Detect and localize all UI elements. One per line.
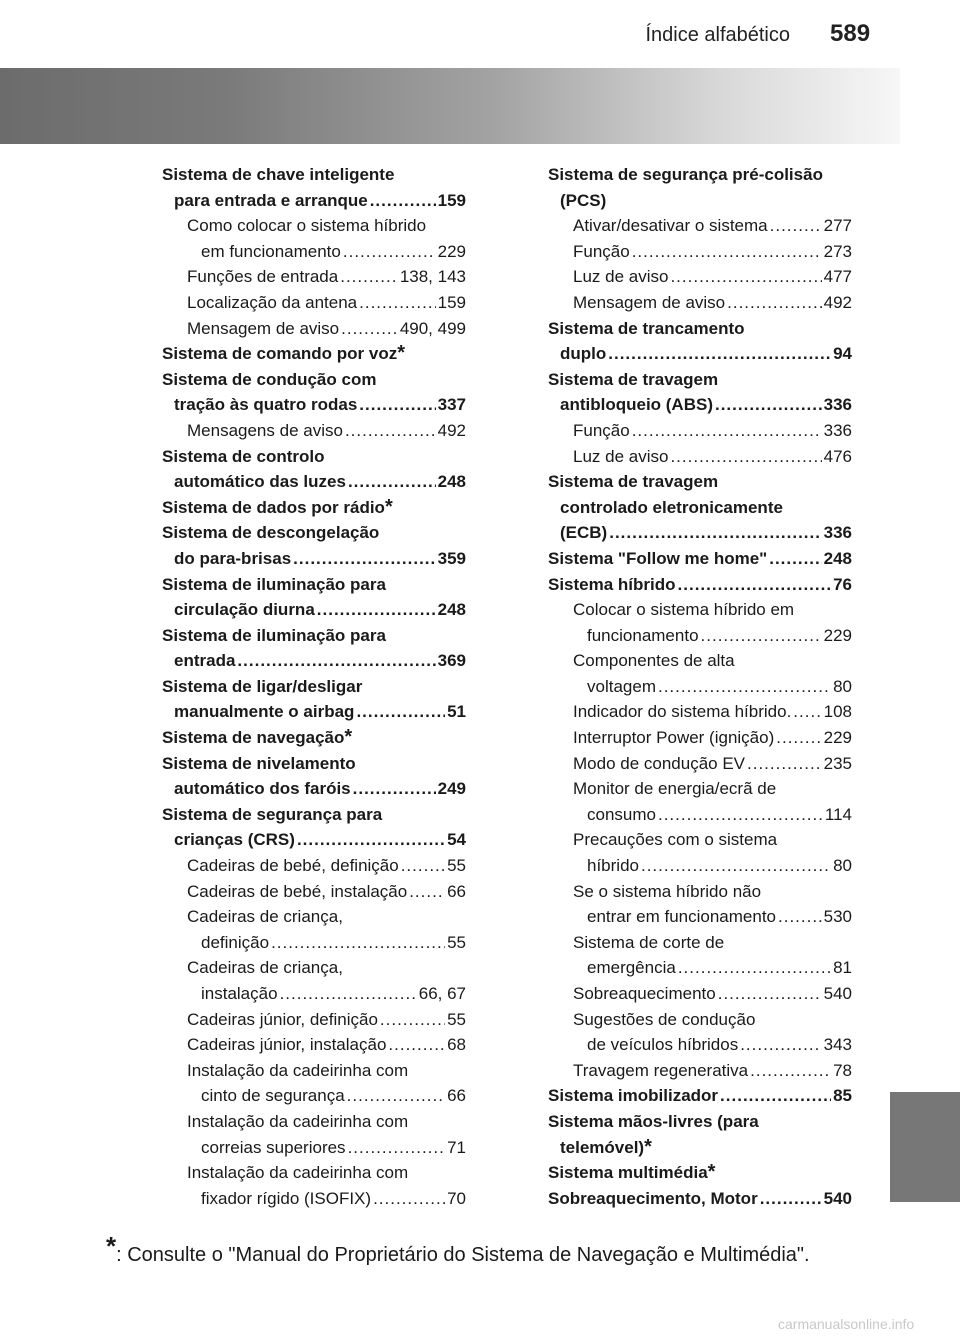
page-reference[interactable]: 80: [833, 676, 852, 696]
page-reference[interactable]: 248: [823, 548, 852, 568]
entry-text: emergência: [587, 958, 676, 978]
entry-text: Sistema de descongelação: [162, 523, 380, 543]
index-entry: [162, 520, 466, 546]
entry-text: circulação diurna: [174, 600, 315, 620]
index-entry: Sistema multimédia *: [548, 1160, 852, 1186]
entry-text: Sistema multimédia: [548, 1163, 708, 1183]
dot-leader: [359, 290, 435, 316]
dot-leader: [293, 546, 435, 572]
entry-text: manualmente o airbag: [174, 702, 355, 722]
dot-leader: [370, 188, 436, 214]
entry-text: Cadeiras de bebé, definição: [187, 856, 399, 876]
index-entry: [548, 725, 852, 751]
entry-text: fixador rígido (ISOFIX): [201, 1188, 372, 1208]
dot-leader: [380, 1007, 445, 1033]
dot-leader: [718, 981, 822, 1007]
entry-text: Precauções com o sistema: [573, 830, 778, 850]
page-reference[interactable]: 540: [823, 1188, 852, 1208]
entry-text: Ativar/desativar o sistema: [573, 216, 768, 236]
page-reference[interactable]: 490, 499: [399, 318, 466, 338]
page-reference[interactable]: 229: [823, 625, 852, 645]
footnote-marker: *: [106, 1231, 117, 1261]
index-entry: [162, 418, 466, 444]
page-reference[interactable]: 336: [823, 523, 852, 543]
entry-text: entrar em funcionamento: [587, 907, 776, 927]
entry-text: Colocar o sistema híbrido em: [573, 600, 795, 620]
entry-text: Mensagens de aviso: [187, 420, 343, 440]
page-reference[interactable]: 66: [447, 881, 466, 901]
dot-leader: [658, 802, 823, 828]
entry-text: híbrido: [587, 856, 639, 876]
entry-text: Função: [573, 241, 630, 261]
dot-leader: [340, 264, 398, 290]
entry-text: consumo: [587, 804, 656, 824]
entry-text: Sistema de travagem: [548, 369, 719, 389]
entry-text: Cadeiras júnior, instalação: [187, 1035, 387, 1055]
index-entry: [548, 188, 852, 214]
entry-text: Interruptor Power (ignição): [573, 728, 775, 748]
page-reference[interactable]: 273: [823, 241, 852, 261]
index-entry: [162, 264, 466, 290]
entry-text: Componentes de alta: [573, 651, 735, 671]
index-entry: Sistema de comando por voz *: [162, 341, 466, 367]
page-reference[interactable]: 54: [447, 830, 466, 850]
entry-text: Sugestões de condução: [573, 1009, 756, 1029]
page-reference[interactable]: 249: [437, 779, 466, 799]
page-reference[interactable]: 476: [823, 446, 852, 466]
dot-leader: [280, 981, 417, 1007]
dot-leader: [760, 1186, 822, 1212]
dot-leader: [770, 213, 822, 239]
page-reference[interactable]: 108: [823, 702, 852, 722]
entry-text: Se o sistema híbrido não: [573, 881, 762, 901]
entry-text: (ECB): [560, 523, 608, 543]
index-entry: [548, 444, 852, 470]
entry-text: Sistema de condução com: [162, 369, 377, 389]
page-reference[interactable]: 55: [447, 856, 466, 876]
index-entry: [162, 776, 466, 802]
entry-text: Sistema de nivelamento: [162, 753, 356, 773]
entry-text: Sistema de navegação: [162, 728, 345, 748]
dot-leader: [776, 725, 821, 751]
page-reference[interactable]: 138, 143: [399, 267, 466, 287]
entry-text: Função: [573, 420, 630, 440]
entry-text: Sistema de trancamento: [548, 318, 745, 338]
page-reference[interactable]: 71: [447, 1137, 466, 1157]
page-reference[interactable]: 66, 67: [418, 984, 466, 1003]
entry-text: Instalação da cadeirinha com: [187, 1163, 409, 1183]
entry-text: Cadeiras júnior, definição: [187, 1009, 378, 1029]
page-reference[interactable]: 492: [437, 420, 466, 440]
entry-text: Mensagem de aviso: [573, 292, 726, 312]
page-reference[interactable]: 51: [447, 702, 466, 722]
dot-leader: [632, 239, 822, 265]
entry-text: Sistema de controlo: [162, 446, 325, 466]
index-entry: [548, 879, 852, 905]
entry-text: Sistema de travagem: [548, 472, 719, 492]
dot-leader: [271, 930, 445, 956]
entry-text: Sistema de chave inteligente: [162, 165, 395, 184]
index-entry: [162, 827, 466, 853]
index-entry: [162, 597, 466, 623]
entry-text: definição: [201, 932, 270, 952]
index-entry: [548, 495, 852, 521]
entry-text: Sistema de corte de: [573, 932, 725, 952]
entry-text: Travagem regenerativa: [573, 1060, 749, 1080]
page-reference[interactable]: 159: [437, 292, 466, 312]
index-entry: [162, 981, 466, 1007]
dot-leader: [297, 827, 445, 853]
entry-text: Sistema de iluminação para: [162, 574, 386, 594]
page-reference[interactable]: 80: [833, 856, 852, 876]
entry-text: Sistema mãos-livres (para: [548, 1111, 759, 1131]
index-entry: [548, 1032, 852, 1058]
index-column-right: [548, 162, 852, 1211]
dot-leader: [237, 648, 435, 674]
page-reference[interactable]: 94: [833, 344, 852, 364]
entry-text: funcionamento: [587, 625, 699, 645]
section-title: Índice alfabético: [645, 24, 790, 46]
index-entry: [162, 1058, 466, 1084]
entry-text: controlado eletronicamente: [560, 497, 783, 517]
page-reference[interactable]: 55: [447, 1009, 466, 1029]
entry-text: antibloqueio (ABS): [560, 395, 713, 415]
entry-text: entrada: [174, 651, 236, 671]
page-reference[interactable]: 76: [833, 574, 852, 594]
index-entry: [162, 162, 466, 188]
page-reference[interactable]: 359: [437, 548, 466, 568]
index-entry: [162, 546, 466, 572]
index-entry: telemóvel) *: [548, 1135, 852, 1161]
index-entry: [162, 879, 466, 905]
entry-text: Sistema híbrido: [548, 574, 676, 594]
page-reference[interactable]: 343: [823, 1035, 852, 1055]
dot-leader: [715, 392, 822, 418]
index-entry: [548, 264, 852, 290]
page-reference[interactable]: 277: [823, 216, 852, 236]
index-entry: [162, 392, 466, 418]
index-entry: [548, 648, 852, 674]
index-entry: [162, 444, 466, 470]
index-entry: [162, 1186, 466, 1212]
entry-text: Sistema de dados por rádio: [162, 497, 385, 517]
page-reference[interactable]: 114: [824, 804, 852, 824]
entry-text: Modo de condução EV: [573, 753, 746, 773]
index-entry: [162, 469, 466, 495]
index-entry: [162, 1109, 466, 1135]
entry-text: Sistema imobilizador: [548, 1086, 719, 1106]
page-reference[interactable]: 248: [437, 600, 466, 620]
index-column-left: [162, 162, 466, 1211]
page-reference[interactable]: 229: [823, 728, 852, 748]
index-entry: [162, 674, 466, 700]
dot-leader: [670, 264, 821, 290]
page-reference[interactable]: 78: [833, 1060, 852, 1080]
entry-text: Sistema de ligar/desligar: [162, 676, 363, 696]
index-entry: [548, 1007, 852, 1033]
dot-leader: [343, 239, 436, 265]
entry-text: Sistema de segurança pré-colisão: [548, 165, 823, 184]
dot-leader: [678, 955, 831, 981]
dot-leader: [348, 1135, 446, 1161]
index-entry: [548, 1058, 852, 1084]
entry-text: instalação: [201, 984, 278, 1003]
footnote: [106, 1231, 866, 1267]
index-entry: [548, 623, 852, 649]
index-entry: [162, 699, 466, 725]
dot-leader: [670, 444, 821, 470]
index-entry: [548, 1186, 852, 1212]
dot-leader: [641, 853, 831, 879]
index-entry: [162, 802, 466, 828]
index-entry: [548, 853, 852, 879]
index-entry: [548, 674, 852, 700]
index-entry: [162, 213, 466, 239]
entry-text: Luz de aviso: [573, 446, 669, 466]
index-entry: [162, 572, 466, 598]
section-thumb-tab: [890, 1092, 960, 1202]
dot-leader: [341, 316, 398, 342]
entry-text: Sistema de comando por voz: [162, 344, 398, 364]
entry-text: crianças (CRS): [174, 830, 295, 850]
index-entry: [548, 981, 852, 1007]
entry-text: para entrada e arranque: [174, 190, 368, 210]
dot-leader: [388, 1032, 445, 1058]
entry-text: Mensagem de aviso: [187, 318, 340, 338]
index-entry: [548, 239, 852, 265]
entry-text: de veículos híbridos: [587, 1035, 739, 1055]
index-entry: [548, 162, 852, 188]
index-entry: [548, 418, 852, 444]
dot-leader: [727, 290, 821, 316]
dot-leader: [356, 699, 445, 725]
page-reference[interactable]: 540: [823, 984, 852, 1003]
index-entry: [162, 316, 466, 342]
index-entry: [548, 597, 852, 623]
entry-text: do para-brisas: [174, 548, 292, 568]
index-entry: [548, 930, 852, 956]
entry-text: Sobreaquecimento: [573, 984, 716, 1003]
page-number: 589: [830, 20, 871, 47]
page-reference[interactable]: 70: [447, 1188, 466, 1208]
index-entry: [548, 213, 852, 239]
entry-text: Indicador do sistema híbrido.: [573, 702, 792, 722]
index-entry: [162, 1160, 466, 1186]
entry-text: correias superiores: [201, 1137, 346, 1157]
entry-text: tração às quatro rodas: [174, 395, 358, 415]
watermark: carmanualsonline.info: [778, 1316, 915, 1332]
dot-leader: [345, 418, 436, 444]
index-entry: [548, 469, 852, 495]
page-reference[interactable]: 159: [437, 190, 466, 210]
dot-leader: [317, 597, 436, 623]
dot-leader: [750, 1058, 831, 1084]
index-entry: [548, 392, 852, 418]
dot-leader: [747, 751, 822, 777]
index-entry: [162, 1032, 466, 1058]
page-reference[interactable]: 68: [447, 1035, 466, 1055]
index-entry: [548, 341, 852, 367]
dot-leader: [609, 520, 821, 546]
entry-text: Cadeiras de bebé, instalação: [187, 881, 408, 901]
page-reference[interactable]: 66: [447, 1086, 466, 1106]
index-entry: [162, 367, 466, 393]
dot-leader: [701, 623, 822, 649]
index-entry: [162, 751, 466, 777]
entry-text: em funcionamento: [201, 241, 341, 261]
page-reference[interactable]: 492: [823, 292, 852, 312]
entry-text: (PCS): [560, 190, 607, 210]
entry-text: Como colocar o sistema híbrido: [187, 216, 427, 236]
index-entry: Sistema de navegação *: [162, 725, 466, 751]
dot-leader: [769, 546, 821, 572]
dot-leader: [678, 572, 832, 598]
index-entry: [162, 290, 466, 316]
page-reference[interactable]: 336: [823, 395, 852, 415]
dot-leader: [793, 699, 821, 725]
dot-leader: [348, 469, 436, 495]
entry-text: Localização da antena: [187, 292, 358, 312]
index-entry: [162, 930, 466, 956]
dot-leader: [740, 1032, 821, 1058]
page-reference[interactable]: 81: [833, 958, 852, 978]
dot-leader: [658, 674, 831, 700]
entry-text: Sistema de segurança para: [162, 804, 383, 824]
footnote-text: : Consulte o "Manual do Proprietário do Sistema de Navegação e Multimédia".: [116, 1244, 810, 1266]
index-entry: [548, 955, 852, 981]
index-entry: [548, 904, 852, 930]
index-entry: [162, 904, 466, 930]
page-reference[interactable]: 248: [437, 472, 466, 492]
index-entry: [548, 1109, 852, 1135]
index-entry: [548, 751, 852, 777]
index-entry: [548, 316, 852, 342]
entry-text: Sistema de iluminação para: [162, 625, 386, 645]
entry-text: Funções de entrada: [187, 267, 339, 287]
entry-text: Sobreaquecimento, Motor: [548, 1188, 758, 1208]
dot-leader: [632, 418, 822, 444]
dot-leader: [778, 904, 822, 930]
index-entry: [162, 1007, 466, 1033]
index-entry: Sistema de dados por rádio *: [162, 495, 466, 521]
dot-leader: [373, 1186, 445, 1212]
entry-text: Monitor de energia/ecrã de: [573, 779, 777, 799]
index-entry: [548, 802, 852, 828]
entry-text: telemóvel): [560, 1137, 645, 1157]
entry-text: automático dos faróis: [174, 779, 351, 799]
entry-text: Luz de aviso: [573, 267, 669, 287]
index-entry: [548, 776, 852, 802]
page-reference[interactable]: 336: [823, 420, 852, 440]
page-reference[interactable]: 530: [823, 907, 852, 927]
index-entry: [162, 1083, 466, 1109]
index-entry: [162, 955, 466, 981]
dot-leader: [353, 776, 436, 802]
dot-leader: [608, 341, 831, 367]
page-reference[interactable]: 369: [437, 651, 466, 671]
entry-text: automático das luzes: [174, 472, 346, 492]
index-entry: [162, 188, 466, 214]
index-entry: [162, 239, 466, 265]
entry-text: duplo: [560, 344, 607, 364]
entry-text: voltagem: [587, 676, 656, 696]
page-reference[interactable]: 85: [833, 1086, 852, 1106]
entry-text: Sistema "Follow me home": [548, 548, 768, 568]
header-band: [0, 68, 900, 144]
page-reference[interactable]: 477: [823, 267, 852, 287]
index-entry: [162, 1135, 466, 1161]
entry-text: Instalação da cadeirinha com: [187, 1060, 409, 1080]
index-entry: [548, 699, 852, 725]
entry-text: cinto de segurança: [201, 1086, 345, 1106]
page-reference[interactable]: 229: [437, 241, 466, 261]
dot-leader: [720, 1083, 831, 1109]
dot-leader: [409, 879, 445, 905]
index-entry: [162, 623, 466, 649]
dot-leader: [359, 392, 435, 418]
entry-text: Instalação da cadeirinha com: [187, 1111, 409, 1131]
index-entry: [548, 290, 852, 316]
page-reference[interactable]: 55: [447, 932, 466, 952]
index-entry: [162, 648, 466, 674]
page-reference[interactable]: 235: [823, 753, 852, 773]
page-reference[interactable]: 337: [437, 395, 466, 415]
index-entry: [548, 572, 852, 598]
entry-text: Cadeiras de criança,: [187, 907, 343, 927]
index-entry: [548, 827, 852, 853]
index-entry: [162, 853, 466, 879]
index-entry: [548, 1083, 852, 1109]
index-entry: [548, 546, 852, 572]
dot-leader: [347, 1083, 445, 1109]
dot-leader: [401, 853, 445, 879]
index-entry: [548, 367, 852, 393]
entry-text: Cadeiras de criança,: [187, 958, 343, 978]
index-entry: [548, 520, 852, 546]
